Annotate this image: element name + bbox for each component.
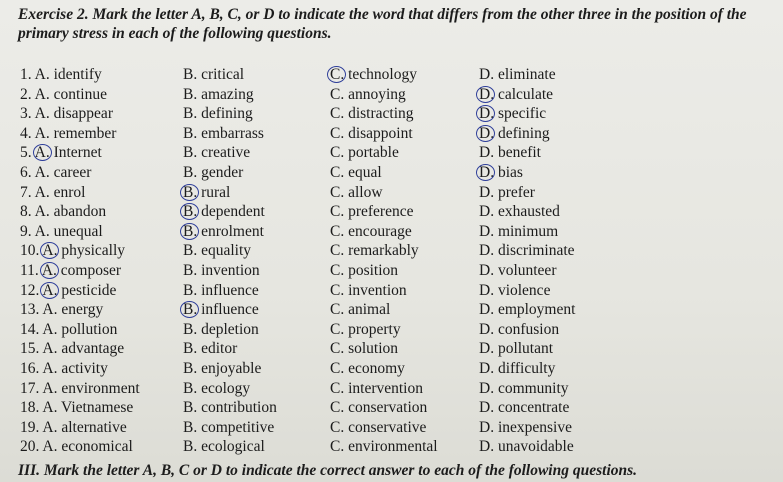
question-row — [20, 418, 780, 438]
option-d: D. employment — [479, 301, 576, 319]
option-d: D. confusion — [479, 320, 560, 338]
option-b: B. influence — [183, 301, 259, 319]
question-row — [20, 281, 780, 301]
question-list — [20, 65, 780, 457]
option-d: D. calculate — [479, 85, 554, 103]
option-d: D. pollutant — [479, 340, 554, 358]
option-b: B. amazing — [183, 85, 254, 103]
option-c: C. conservative — [330, 418, 427, 436]
option-d: D. inexpensive — [479, 418, 572, 436]
question-row — [20, 339, 780, 359]
question-row — [20, 104, 780, 124]
option-a: 19. A. alternative — [20, 418, 127, 436]
option-b: B. influence — [183, 281, 259, 299]
option-c: C. economy — [330, 359, 405, 377]
option-c: C. animal — [330, 301, 391, 319]
option-c: C. position — [330, 261, 399, 279]
option-b: B. dependent — [183, 203, 265, 221]
question-row — [20, 143, 780, 163]
option-b: B. equality — [183, 242, 252, 260]
option-c: C. distracting — [330, 105, 414, 123]
question-row — [20, 300, 780, 320]
option-c: C. property — [330, 320, 401, 338]
option-b: B. rural — [183, 183, 231, 201]
option-a: 3. A. disappear — [20, 105, 113, 123]
option-b: B. contribution — [183, 399, 277, 417]
question-row — [20, 261, 780, 281]
option-b: B. creative — [183, 144, 251, 162]
option-c: C. encourage — [330, 222, 412, 240]
option-a: 20. A. economical — [20, 438, 133, 456]
question-row — [20, 241, 780, 261]
option-d: D. defining — [479, 124, 550, 142]
option-b: B. invention — [183, 261, 260, 279]
question-row — [20, 183, 780, 203]
option-d: D. minimum — [479, 222, 559, 240]
question-row — [20, 379, 780, 399]
option-d: D. benefit — [479, 144, 541, 162]
exercise-title: Exercise 2. Mark the letter A, B, C, or D to indicate the word that differs from the other three in the position of the primary stress in each of the following questions. — [18, 6, 747, 42]
option-b: B. editor — [183, 340, 238, 358]
option-a: 18. A. Vietnamese — [20, 399, 134, 417]
option-b: B. depletion — [183, 320, 259, 338]
option-d: D. unavoidable — [479, 438, 574, 456]
option-b: B. critical — [183, 66, 245, 83]
question-row — [20, 65, 780, 85]
option-c: C. allow — [330, 183, 383, 201]
option-d: D. eliminate — [479, 66, 556, 83]
option-a: 14. A. pollution — [20, 320, 118, 338]
option-b: B. ecology — [183, 379, 251, 397]
option-b: B. defining — [183, 105, 253, 123]
option-c: C. portable — [330, 144, 399, 162]
option-b: B. enrolment — [183, 222, 264, 240]
option-c: C. equal — [330, 163, 382, 181]
question-row — [20, 85, 780, 105]
option-d: D. concentrate — [479, 399, 570, 417]
option-c: C. intervention — [330, 379, 423, 397]
option-a: 11. A. composer — [20, 261, 122, 279]
option-d: D. violence — [479, 281, 551, 299]
option-b: B. competitive — [183, 418, 275, 436]
option-a: 6. A. career — [20, 163, 92, 181]
option-d: D. exhausted — [479, 203, 560, 221]
option-a: 1. A. identify — [20, 66, 102, 83]
option-a: 13. A. energy — [20, 301, 104, 319]
option-d: D. specific — [479, 105, 547, 123]
option-d: D. prefer — [479, 183, 535, 201]
option-a: 10. A. physically — [20, 242, 126, 260]
option-a: 15. A. advantage — [20, 340, 125, 358]
option-d: D. discriminate — [479, 242, 575, 260]
option-c: C. invention — [330, 281, 407, 299]
option-d: D. bias — [479, 163, 523, 181]
option-a: 8. A. abandon — [20, 203, 107, 221]
option-a: 5. A. Internet — [20, 144, 102, 162]
option-a: 2. A. continue — [20, 85, 107, 103]
question-row — [20, 202, 780, 222]
option-a: 9. A. unequal — [20, 222, 103, 240]
question-row — [20, 124, 780, 144]
question-row — [20, 320, 780, 340]
option-c: C. annoying — [330, 85, 406, 103]
option-d: D. community — [479, 379, 569, 397]
option-b: B. enjoyable — [183, 359, 262, 377]
option-a: 16. A. activity — [20, 359, 108, 377]
question-row — [20, 398, 780, 418]
option-a: 17. A. environment — [20, 379, 140, 397]
option-a: 7. A. enrol — [20, 183, 86, 201]
option-a: 4. A. remember — [20, 124, 117, 142]
option-d: D. difficulty — [479, 359, 556, 377]
question-row — [20, 359, 780, 379]
option-b: B. embarrass — [183, 124, 264, 142]
question-row — [20, 163, 780, 183]
option-c: C. conservation — [330, 399, 428, 417]
question-row — [20, 222, 780, 242]
question-row — [20, 437, 780, 457]
option-b: B. gender — [183, 163, 244, 181]
option-c: C. preference — [330, 203, 414, 221]
option-b: B. ecological — [183, 438, 265, 456]
option-d: D. volunteer — [479, 261, 557, 279]
option-c: C. solution — [330, 340, 399, 358]
option-c: C. technology — [330, 66, 417, 83]
option-a: 12. A. pesticide — [20, 281, 117, 299]
option-c: C. environmental — [330, 438, 438, 456]
option-c: C. remarkably — [330, 242, 419, 260]
next-section-title: III. Mark the letter A, B, C or D to indicate the correct answer to each of the following questions. — [18, 462, 638, 479]
option-c: C. disappoint — [330, 124, 413, 142]
